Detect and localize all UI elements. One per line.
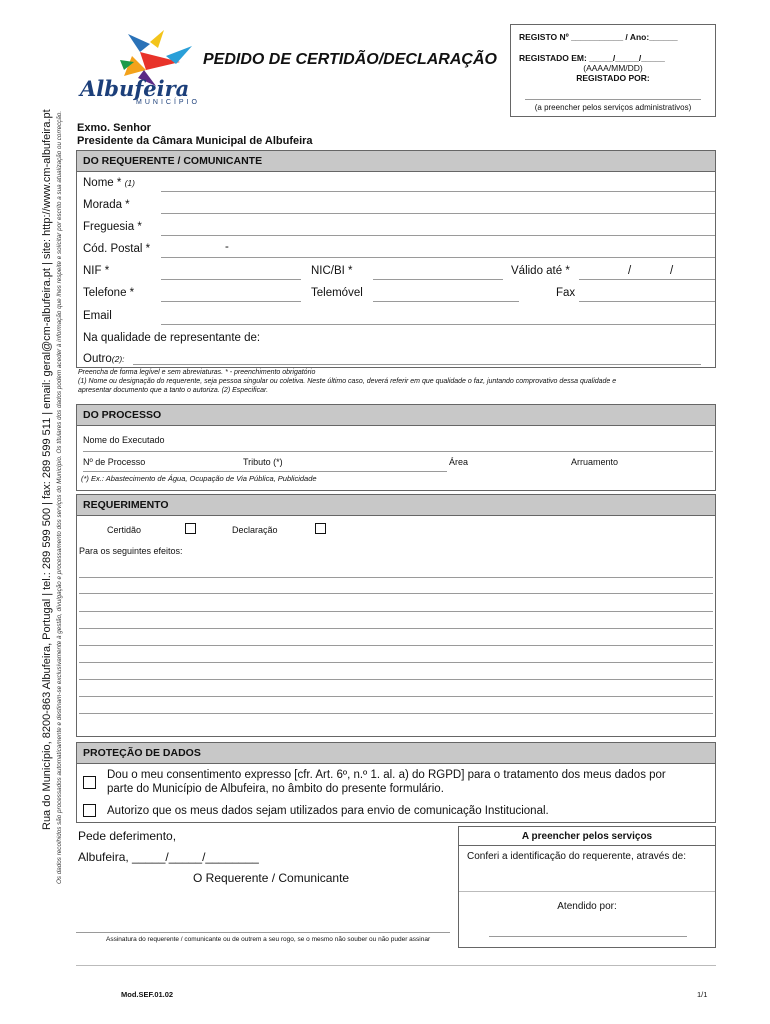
registo-nota: (a preencher pelos serviços administrativos) <box>534 103 692 112</box>
consent-rgpd-checkbox[interactable] <box>83 776 96 789</box>
efeitos-label: Para os seguintes efeitos: <box>79 546 183 556</box>
efeitos-line-7[interactable] <box>79 679 713 680</box>
requerimento-box <box>76 515 716 737</box>
efeitos-line-5[interactable] <box>79 645 713 646</box>
efeitos-line-9[interactable] <box>79 713 713 714</box>
nic-field[interactable] <box>373 279 503 280</box>
address-sidebar: Rua do Município, 8200-863 Albufeira, Portugal | tel.: 289 599 500 | fax: 289 599 511 | email: geral@cm-albufeira.pt | site: http://www.cm-albufeira.pt <box>41 109 53 830</box>
servicos-title: A preencher pelos serviços <box>521 831 653 842</box>
freguesia-label: Freguesia * <box>83 221 142 233</box>
addressee-title: Exmo. Senhor <box>77 122 151 134</box>
area-label: Área <box>449 457 469 467</box>
pede-deferimento: Pede deferimento, <box>78 829 177 843</box>
requerimento-header: REQUERIMENTO <box>76 494 716 516</box>
nic-label: NIC/BI * <box>311 265 353 277</box>
local-data: Albufeira, _____/_____/________ <box>78 850 259 864</box>
cod-postal-field[interactable] <box>161 257 715 258</box>
page-title: PEDIDO DE CERTIDÃO/DECLARAÇÃO <box>203 51 497 68</box>
requerente-box <box>76 171 716 368</box>
page-number: 1/1 <box>697 990 708 999</box>
executado-label: Nome do Executado <box>83 435 165 445</box>
processo-box <box>76 425 716 491</box>
outro-field[interactable] <box>133 364 701 365</box>
tributo-label: Tributo (*) <box>243 457 283 467</box>
telemovel-field[interactable] <box>373 301 519 302</box>
conferi-label: Conferi a identificação do requerente, através de: <box>467 851 687 862</box>
efeitos-line-2[interactable] <box>79 593 713 594</box>
telemovel-label: Telemóvel <box>311 287 363 299</box>
valido-field[interactable] <box>579 279 715 280</box>
atendido-field[interactable] <box>489 936 687 937</box>
outro-label: Outro(2): <box>83 353 125 365</box>
declaracao-checkbox[interactable] <box>315 523 326 534</box>
efeitos-line-4[interactable] <box>79 628 713 629</box>
processo-header: DO PROCESSO <box>76 404 716 426</box>
declaracao-label: Declaração <box>232 525 278 535</box>
tributo-note: (*) Ex.: Abastecimento de Água, Ocupação de Via Pública, Publicidade <box>81 474 317 483</box>
form-code: Mod.SEF.01.02 <box>121 990 174 999</box>
certidao-label: Certidão <box>107 525 142 535</box>
signature-caption: Assinatura do requerente / comunicante ou de outrem a seu rogo, se o mesmo não souber ou não puder assinar <box>106 936 431 943</box>
servicos-box <box>458 826 716 948</box>
nome-field[interactable] <box>161 191 715 192</box>
registo-por: REGISTADO POR: <box>576 73 650 83</box>
requerente-signature-label: O Requerente / Comunicante <box>193 871 350 885</box>
consent-comunicacao-text: Autorizo que os meus dados sejam utilizados para envio de comunicação Institucional. <box>107 805 549 817</box>
morada-label: Morada * <box>83 199 130 211</box>
efeitos-line-3[interactable] <box>79 611 713 612</box>
telefone-label: Telefone * <box>83 287 135 299</box>
valido-label: Válido até * <box>511 265 570 277</box>
signature-line[interactable] <box>76 932 450 933</box>
efeitos-line-1[interactable] <box>79 577 713 578</box>
consent-comunicacao-checkbox[interactable] <box>83 804 96 817</box>
addressee-name: Presidente da Câmara Municipal de Albufeira <box>77 135 313 147</box>
fax-label: Fax <box>556 287 576 299</box>
protecao-header: PROTEÇÃO DE DADOS <box>76 742 716 764</box>
privacy-sidebar: Os dados recolhidos são processados automaticamente e destinam-se exclusivamente à gestão, divulgação e processamento dos serviços do Município. Os titulares dos dados podem aceder à informação que lhes respeite e solicitar por escrito a sua atualização ou correcção. <box>56 110 63 884</box>
consent-rgpd-text-1: Dou o meu consentimento expresso [cfr. Art. 6º, n.º 1. al. a) do RGPD] para o tratamento dos meus dados por <box>107 769 666 781</box>
registo-data: REGISTADO EM: _____/_____/_____ <box>519 53 665 63</box>
email-field[interactable] <box>161 324 715 325</box>
nif-field[interactable] <box>161 279 301 280</box>
valido-slash-1: / <box>628 265 632 277</box>
telefone-field[interactable] <box>161 301 301 302</box>
requerente-note-3: apresentar documento que a tanto o autoriza. (2) Especificar. <box>78 387 269 394</box>
protecao-box <box>76 763 716 823</box>
fax-field[interactable] <box>579 301 715 302</box>
email-label: Email <box>83 310 112 322</box>
valido-slash-2: / <box>670 265 674 277</box>
efeitos-line-8[interactable] <box>79 696 713 697</box>
requerente-header: DO REQUERENTE / COMUNICANTE <box>76 150 716 172</box>
qualidade-label: Na qualidade de representante de: <box>83 332 261 344</box>
requerente-note-2: (1) Nome ou designação do requerente, seja pessoa singular ou coletiva. Neste último caso, deverá referir em que qualidade o faz, juntando comprovativo dessa qualidade e <box>78 378 617 385</box>
requerente-note-1: Preencha de forma legível e sem abreviaturas. * - preenchimento obrigatório <box>78 369 316 376</box>
morada-field[interactable] <box>161 213 715 214</box>
registo-formato: (AAAA/MM/DD) <box>583 63 643 73</box>
freguesia-field[interactable] <box>161 235 715 236</box>
cod-postal-dash: - <box>225 241 229 253</box>
cod-postal-label: Cód. Postal * <box>83 243 151 255</box>
atendido-label: Atendido por: <box>557 901 617 912</box>
processo-field[interactable] <box>83 471 447 472</box>
logo-wordmark: Albufeira <box>80 76 190 101</box>
logo-subtitle: MUNICÍPIO <box>136 99 200 106</box>
nif-label: NIF * <box>83 265 110 277</box>
albufeira-logo <box>80 26 200 108</box>
registo-numero: REGISTO Nº ___________ / Ano:______ <box>519 32 678 42</box>
arruamento-label: Arruamento <box>571 457 619 467</box>
efeitos-line-6[interactable] <box>79 662 713 663</box>
executado-field[interactable] <box>83 451 713 452</box>
nome-label: Nome * (1) <box>83 177 135 189</box>
registo-box <box>510 24 716 117</box>
certidao-checkbox[interactable] <box>185 523 196 534</box>
processo-numero-label: Nº de Processo <box>83 457 146 467</box>
consent-rgpd-text-2: parte do Município de Albufeira, no âmbito do presente formulário. <box>107 783 444 795</box>
